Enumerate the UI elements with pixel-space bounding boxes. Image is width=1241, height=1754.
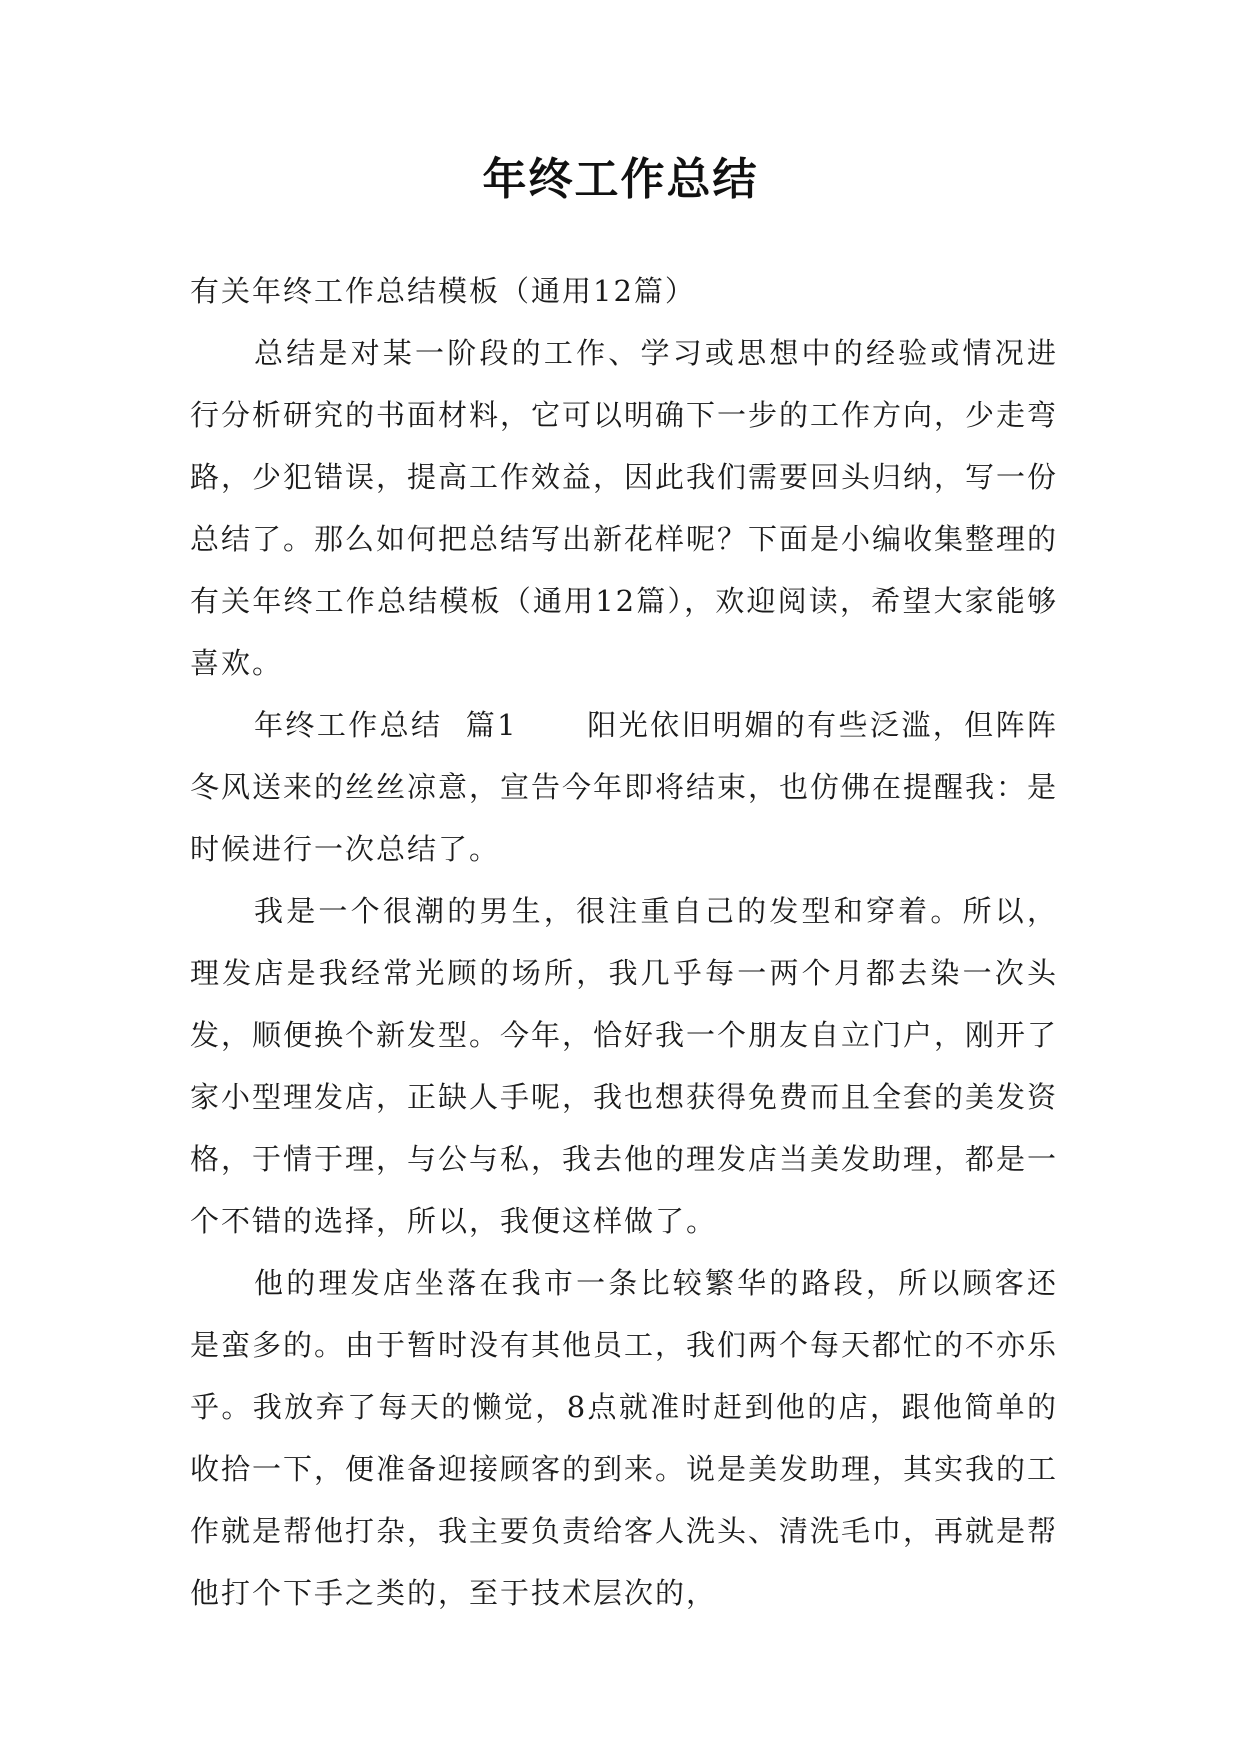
paragraph-barber-shop: 我是一个很潮的男生，很注重自己的发型和穿着。所以，理发店是我经常光顾的场所，我几乎每一两个月都去染一次头发，顺便换个新发型。今年，恰好我一个朋友自立门户，刚开了家小型理发店，正缺人手呢，我也想获得免费而且全套的美发资格，于情于理，与公与私，我去他的理发店当美发助理，都是一个不错的选择，所以，我便这样做了。 [190, 894, 1059, 1238]
document-subtitle: 有关年终工作总结模板（通用12篇） [190, 274, 696, 308]
paragraph-section-1-opening: 年终工作总结 篇1 阳光依旧明媚的有些泛滥，但阵阵冬风送来的丝丝凉意，宣告今年即将结束，也仿佛在提醒我：是时候进行一次总结了。 [190, 708, 1059, 866]
paragraph-intro: 总结是对某一阶段的工作、学习或思想中的经验或情况进行分析研究的书面材料，它可以明确下一步的工作方向，少走弯路，少犯错误，提高工作效益，因此我们需要回头归纳，写一份总结了。那么如何把总结写出新花样呢？下面是小编收集整理的有关年终工作总结模板（通用12篇），欢迎阅读，希望大家能够喜欢。 [190, 336, 1059, 680]
document-title: 年终工作总结 [482, 154, 759, 205]
document-body [190, 260, 1058, 1624]
paragraph-daily-work: 他的理发店坐落在我市一条比较繁华的路段，所以顾客还是蛮多的。由于暂时没有其他员工，我们两个每天都忙的不亦乐乎。我放弃了每天的懒觉，8点就准时赶到他的店，跟他简单的收拾一下，便准备迎接顾客的到来。说是美发助理，其实我的工作就是帮他打杂，我主要负责给客人洗头、清洗毛巾，再就是帮他打个下手之类的，至于技术层次的， [190, 1266, 1059, 1610]
